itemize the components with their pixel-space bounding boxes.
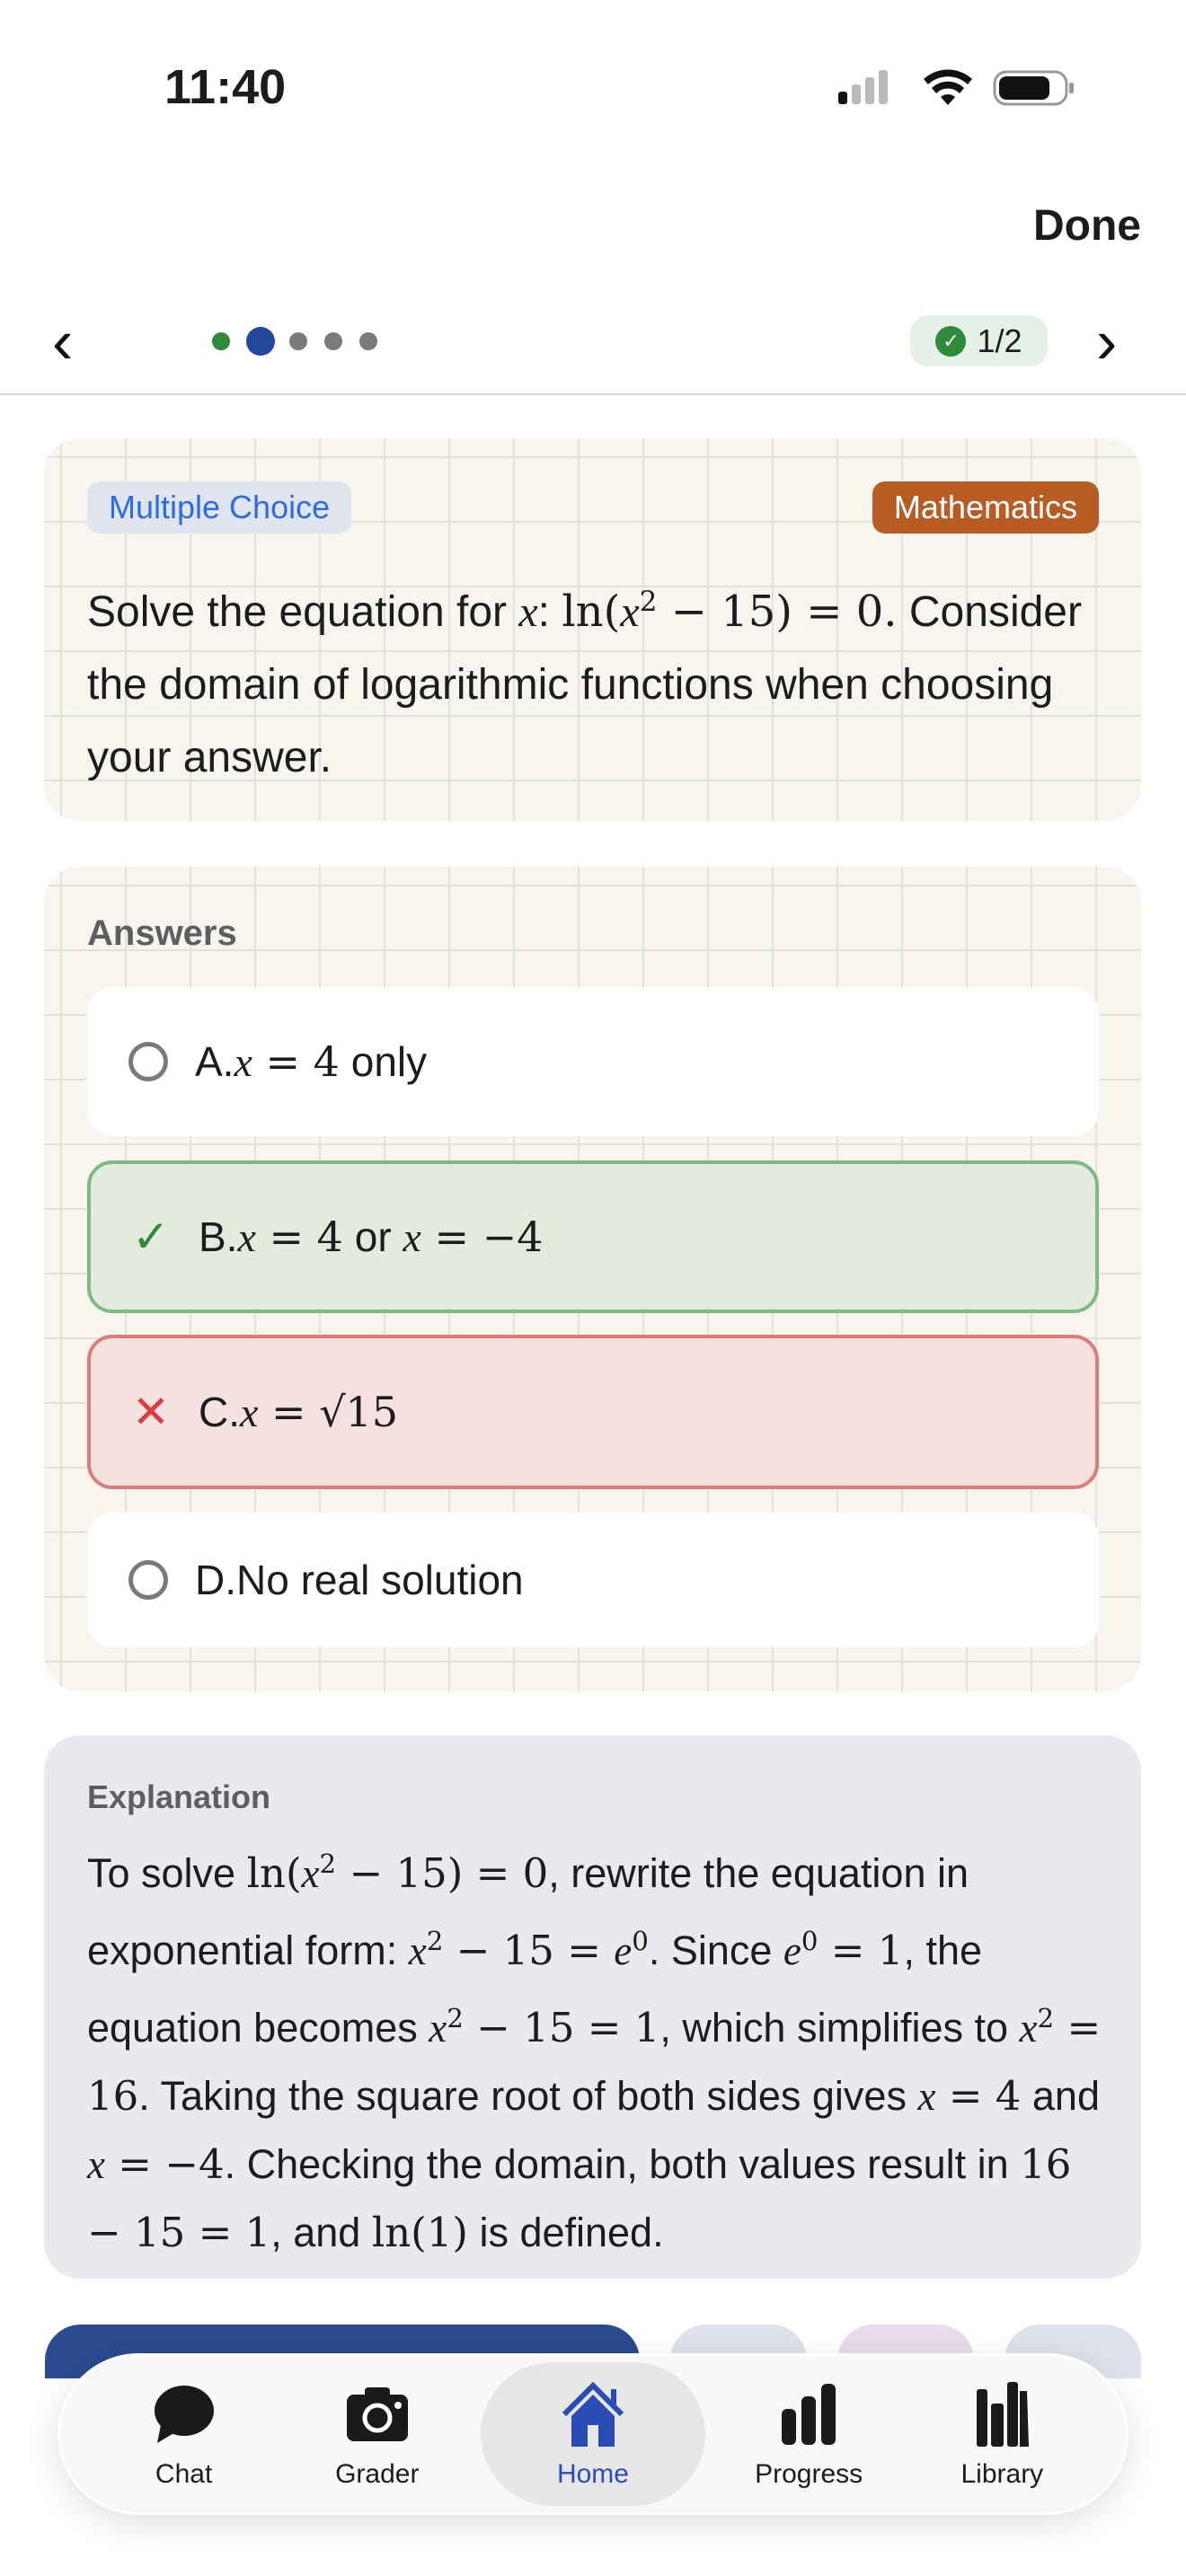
math-segment: − 15) = 0 xyxy=(336,1849,549,1897)
math-segment: = 4 xyxy=(935,2072,1022,2120)
progress-dot-correct[interactable] xyxy=(212,332,230,350)
option-letter: D. xyxy=(195,1557,236,1603)
math-segment: x xyxy=(240,1389,259,1435)
progress-dot[interactable] xyxy=(359,332,377,350)
answer-option-b[interactable] xyxy=(87,1160,1099,1313)
math-segment: ln(1) xyxy=(371,2209,468,2256)
option-text xyxy=(234,1037,427,1086)
math-segment: ln( xyxy=(246,1849,302,1897)
progress-dot[interactable] xyxy=(289,332,307,350)
math-segment: = −4 xyxy=(420,1213,544,1261)
math-segment: = −4 xyxy=(104,2140,225,2188)
radio-icon xyxy=(128,1042,168,1081)
tab-label: Progress xyxy=(755,2459,863,2489)
home-icon xyxy=(557,2378,629,2450)
done-button[interactable]: Done xyxy=(1033,202,1141,250)
radio-icon xyxy=(128,1560,168,1600)
camera-icon xyxy=(341,2378,413,2450)
option-text xyxy=(240,1388,398,1436)
bar-chart-icon xyxy=(773,2378,845,2450)
text-segment: and xyxy=(1021,2073,1100,2119)
text-segment: . Checking the domain, both values result in xyxy=(224,2141,1021,2187)
math-segment: − 15 = 1 xyxy=(463,2004,660,2051)
chat-bubble-icon xyxy=(148,2378,220,2450)
progress-dot-current[interactable] xyxy=(246,327,275,356)
text-segment: Consider the domain of logarithmic functions when choosing your answer. xyxy=(87,588,1082,781)
score-badge xyxy=(910,315,1048,366)
explanation-text xyxy=(87,1831,1111,2266)
option-text xyxy=(237,1213,543,1261)
math-segment: x xyxy=(620,588,640,636)
math-segment: 2 xyxy=(447,2003,464,2033)
text-segment: only xyxy=(339,1038,428,1085)
math-segment: x xyxy=(87,2142,105,2187)
option-letter: A. xyxy=(195,1038,235,1085)
tab-progress[interactable] xyxy=(719,2362,898,2506)
status-time: 11:40 xyxy=(164,60,287,114)
status-icons xyxy=(838,66,1081,111)
tab-label: Grader xyxy=(335,2459,420,2489)
text-segment: To solve xyxy=(87,1850,247,1896)
math-segment: 0 xyxy=(801,1926,819,1956)
math-segment: x xyxy=(1019,2006,1038,2051)
text-segment: , and xyxy=(270,2210,372,2255)
text-segment: No real solution xyxy=(236,1557,524,1603)
next-question-button[interactable]: › xyxy=(1096,306,1118,376)
option-letter: B. xyxy=(199,1213,238,1260)
math-segment: x xyxy=(403,1214,421,1260)
checkmark-icon: ✓ xyxy=(132,1212,170,1262)
progress-dot[interactable] xyxy=(324,332,342,350)
math-segment: 0 xyxy=(632,1926,649,1956)
math-segment: − 15 = xyxy=(443,1927,615,1974)
score-text: 1/2 xyxy=(977,322,1022,359)
math-segment: x xyxy=(301,1851,320,1896)
tab-label: Library xyxy=(960,2459,1044,2489)
math-segment: 2 xyxy=(426,1926,444,1956)
math-segment: 16 − 15 = 1 xyxy=(87,2140,1072,2256)
math-segment: = √15 xyxy=(258,1388,399,1436)
text-segment: , rewrite the equation in exponential form: xyxy=(87,1850,969,1973)
text-segment: . Since xyxy=(648,1928,783,1973)
tab-label: Chat xyxy=(155,2459,213,2489)
answer-option-a[interactable] xyxy=(87,987,1099,1136)
math-segment: 2 xyxy=(639,586,658,618)
math-segment: = 4 xyxy=(255,1213,343,1261)
question-text xyxy=(87,566,1102,794)
divider xyxy=(0,393,1186,395)
check-circle-icon: ✓ xyxy=(935,326,966,357)
math-segment: = 16 xyxy=(87,2004,1102,2120)
text-segment: Solve the equation for xyxy=(87,588,519,636)
math-segment: − 15) = 0. xyxy=(657,587,898,637)
math-segment: 2 xyxy=(319,1848,337,1879)
option-letter: C. xyxy=(199,1389,240,1435)
math-segment: e xyxy=(614,1928,633,1973)
math-segment: x xyxy=(429,2006,447,2051)
text-segment: or xyxy=(342,1213,403,1260)
math-segment: x xyxy=(917,2074,936,2119)
tab-home[interactable] xyxy=(481,2362,705,2506)
tab-label: Home xyxy=(556,2459,629,2489)
previous-question-button[interactable]: ‹ xyxy=(52,306,74,376)
answer-option-c[interactable] xyxy=(87,1335,1099,1489)
x-mark-icon: ✕ xyxy=(132,1387,170,1437)
text-segment: : xyxy=(537,588,562,636)
option-text xyxy=(236,1556,524,1604)
answer-option-d[interactable] xyxy=(87,1513,1099,1647)
answers-label: Answers xyxy=(87,913,237,953)
math-segment: x xyxy=(237,1214,256,1260)
math-segment: e xyxy=(783,1928,801,1973)
math-segment: = 1 xyxy=(818,1927,904,1974)
tab-grader[interactable] xyxy=(288,2362,467,2506)
explanation-label: Explanation xyxy=(87,1778,271,1815)
books-icon xyxy=(966,2378,1038,2450)
math-segment: x xyxy=(408,1928,427,1973)
text-segment: is defined. xyxy=(467,2210,664,2255)
text-segment: , which simplifies to xyxy=(659,2005,1020,2051)
text-segment: , the equation becomes xyxy=(87,1928,983,2051)
question-type-tag: Multiple Choice xyxy=(87,481,351,534)
math-segment: 2 xyxy=(1037,2003,1055,2033)
math-segment: x xyxy=(518,588,538,636)
tab-chat[interactable] xyxy=(94,2362,274,2506)
subject-tag: Mathematics xyxy=(872,481,1099,534)
math-segment: x xyxy=(234,1039,252,1085)
math-segment: = 4 xyxy=(252,1037,340,1086)
tab-library[interactable] xyxy=(912,2362,1092,2506)
math-segment: ln( xyxy=(562,587,621,637)
text-segment: . Taking the square root of both sides gives xyxy=(138,2073,918,2119)
tab-bar xyxy=(58,2353,1128,2515)
